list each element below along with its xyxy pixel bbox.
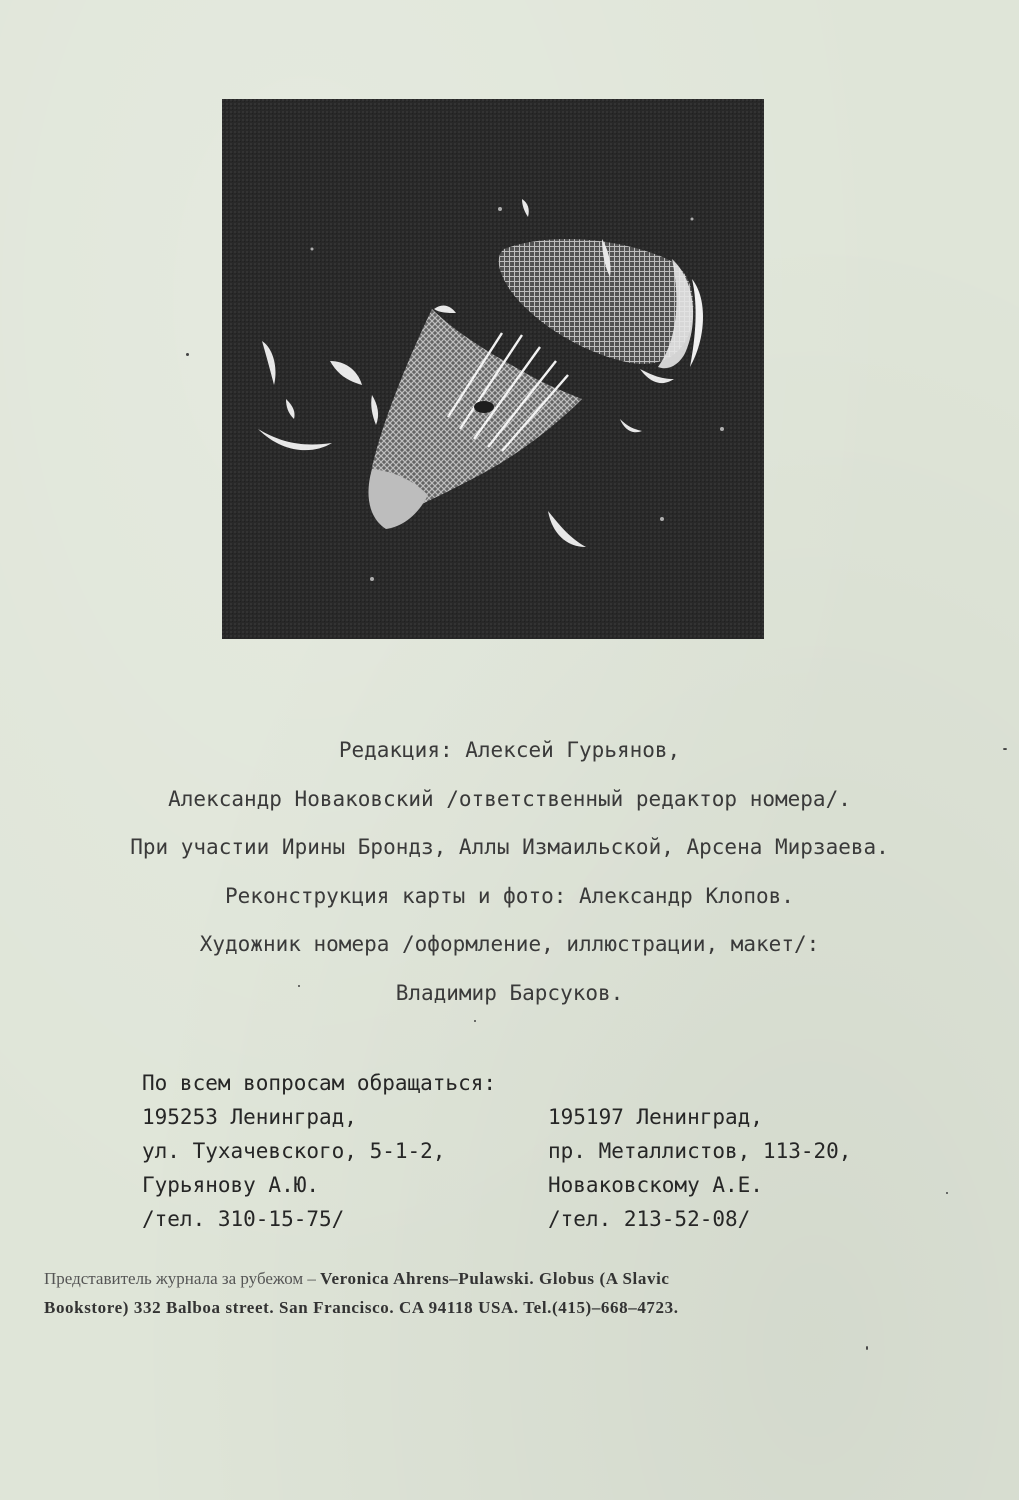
contact-right-phone: /тел. 213-52-08/ xyxy=(548,1207,751,1231)
paper-speck xyxy=(298,985,300,987)
paper-speck xyxy=(186,353,189,356)
contact-left-street: ул. Тухачевского, 5-1-2, xyxy=(142,1139,446,1163)
contact-right-city: 195197 Ленинград, xyxy=(548,1105,763,1129)
representative-name: Veronica Ahrens–Pulawski. Globus (A Slavic xyxy=(320,1269,670,1288)
contact-right-block xyxy=(548,1100,851,1236)
credits-managing-editor: Александр Новаковский /ответственный редактор номера/. xyxy=(168,786,851,811)
editorial-credits xyxy=(0,726,1019,1017)
contact-heading: По всем вопросам обращаться: xyxy=(142,1071,497,1095)
contact-left-phone: /тел. 310-15-75/ xyxy=(142,1207,345,1231)
credits-participants: При участии Ирины Брондз, Аллы Измаильской, Арсена Мирзаева. xyxy=(130,835,889,859)
representative-prefix: Представитель журнала за рубежом – xyxy=(44,1269,321,1288)
contact-left-addressee: Гурьянову А.Ю. xyxy=(142,1173,320,1197)
credits-reconstruction: Реконструкция карты и фото: Александр Клопов. xyxy=(225,883,794,908)
contact-left-block xyxy=(142,1066,496,1236)
paper-speck xyxy=(866,1346,868,1350)
representative-address: Bookstore) 332 Balboa street. San Francisco. CA 94118 USA. Tel.(415)–668–4723. xyxy=(44,1298,679,1317)
credits-editors: Редакция: Алексей Гурьянов, xyxy=(338,738,681,762)
paper-speck xyxy=(1003,748,1007,750)
paper-speck xyxy=(946,1192,948,1194)
credits-artist-name: Владимир Барсуков. xyxy=(395,980,624,1005)
relief-illustration xyxy=(222,99,764,639)
contact-right-addressee: Новаковскому А.Е. xyxy=(548,1173,763,1197)
paper-speck xyxy=(474,1020,476,1022)
contact-right-street: пр. Металлистов, 113-20, xyxy=(548,1139,852,1163)
representative-line1 xyxy=(44,1264,984,1293)
foreign-representative xyxy=(44,1264,984,1322)
contact-left-city: 195253 Ленинград, xyxy=(142,1105,357,1129)
shuttlecock-relief-icon xyxy=(222,99,764,639)
credits-artist-role: Художник номера /оформление, иллюстрации, макет/: xyxy=(199,932,820,956)
